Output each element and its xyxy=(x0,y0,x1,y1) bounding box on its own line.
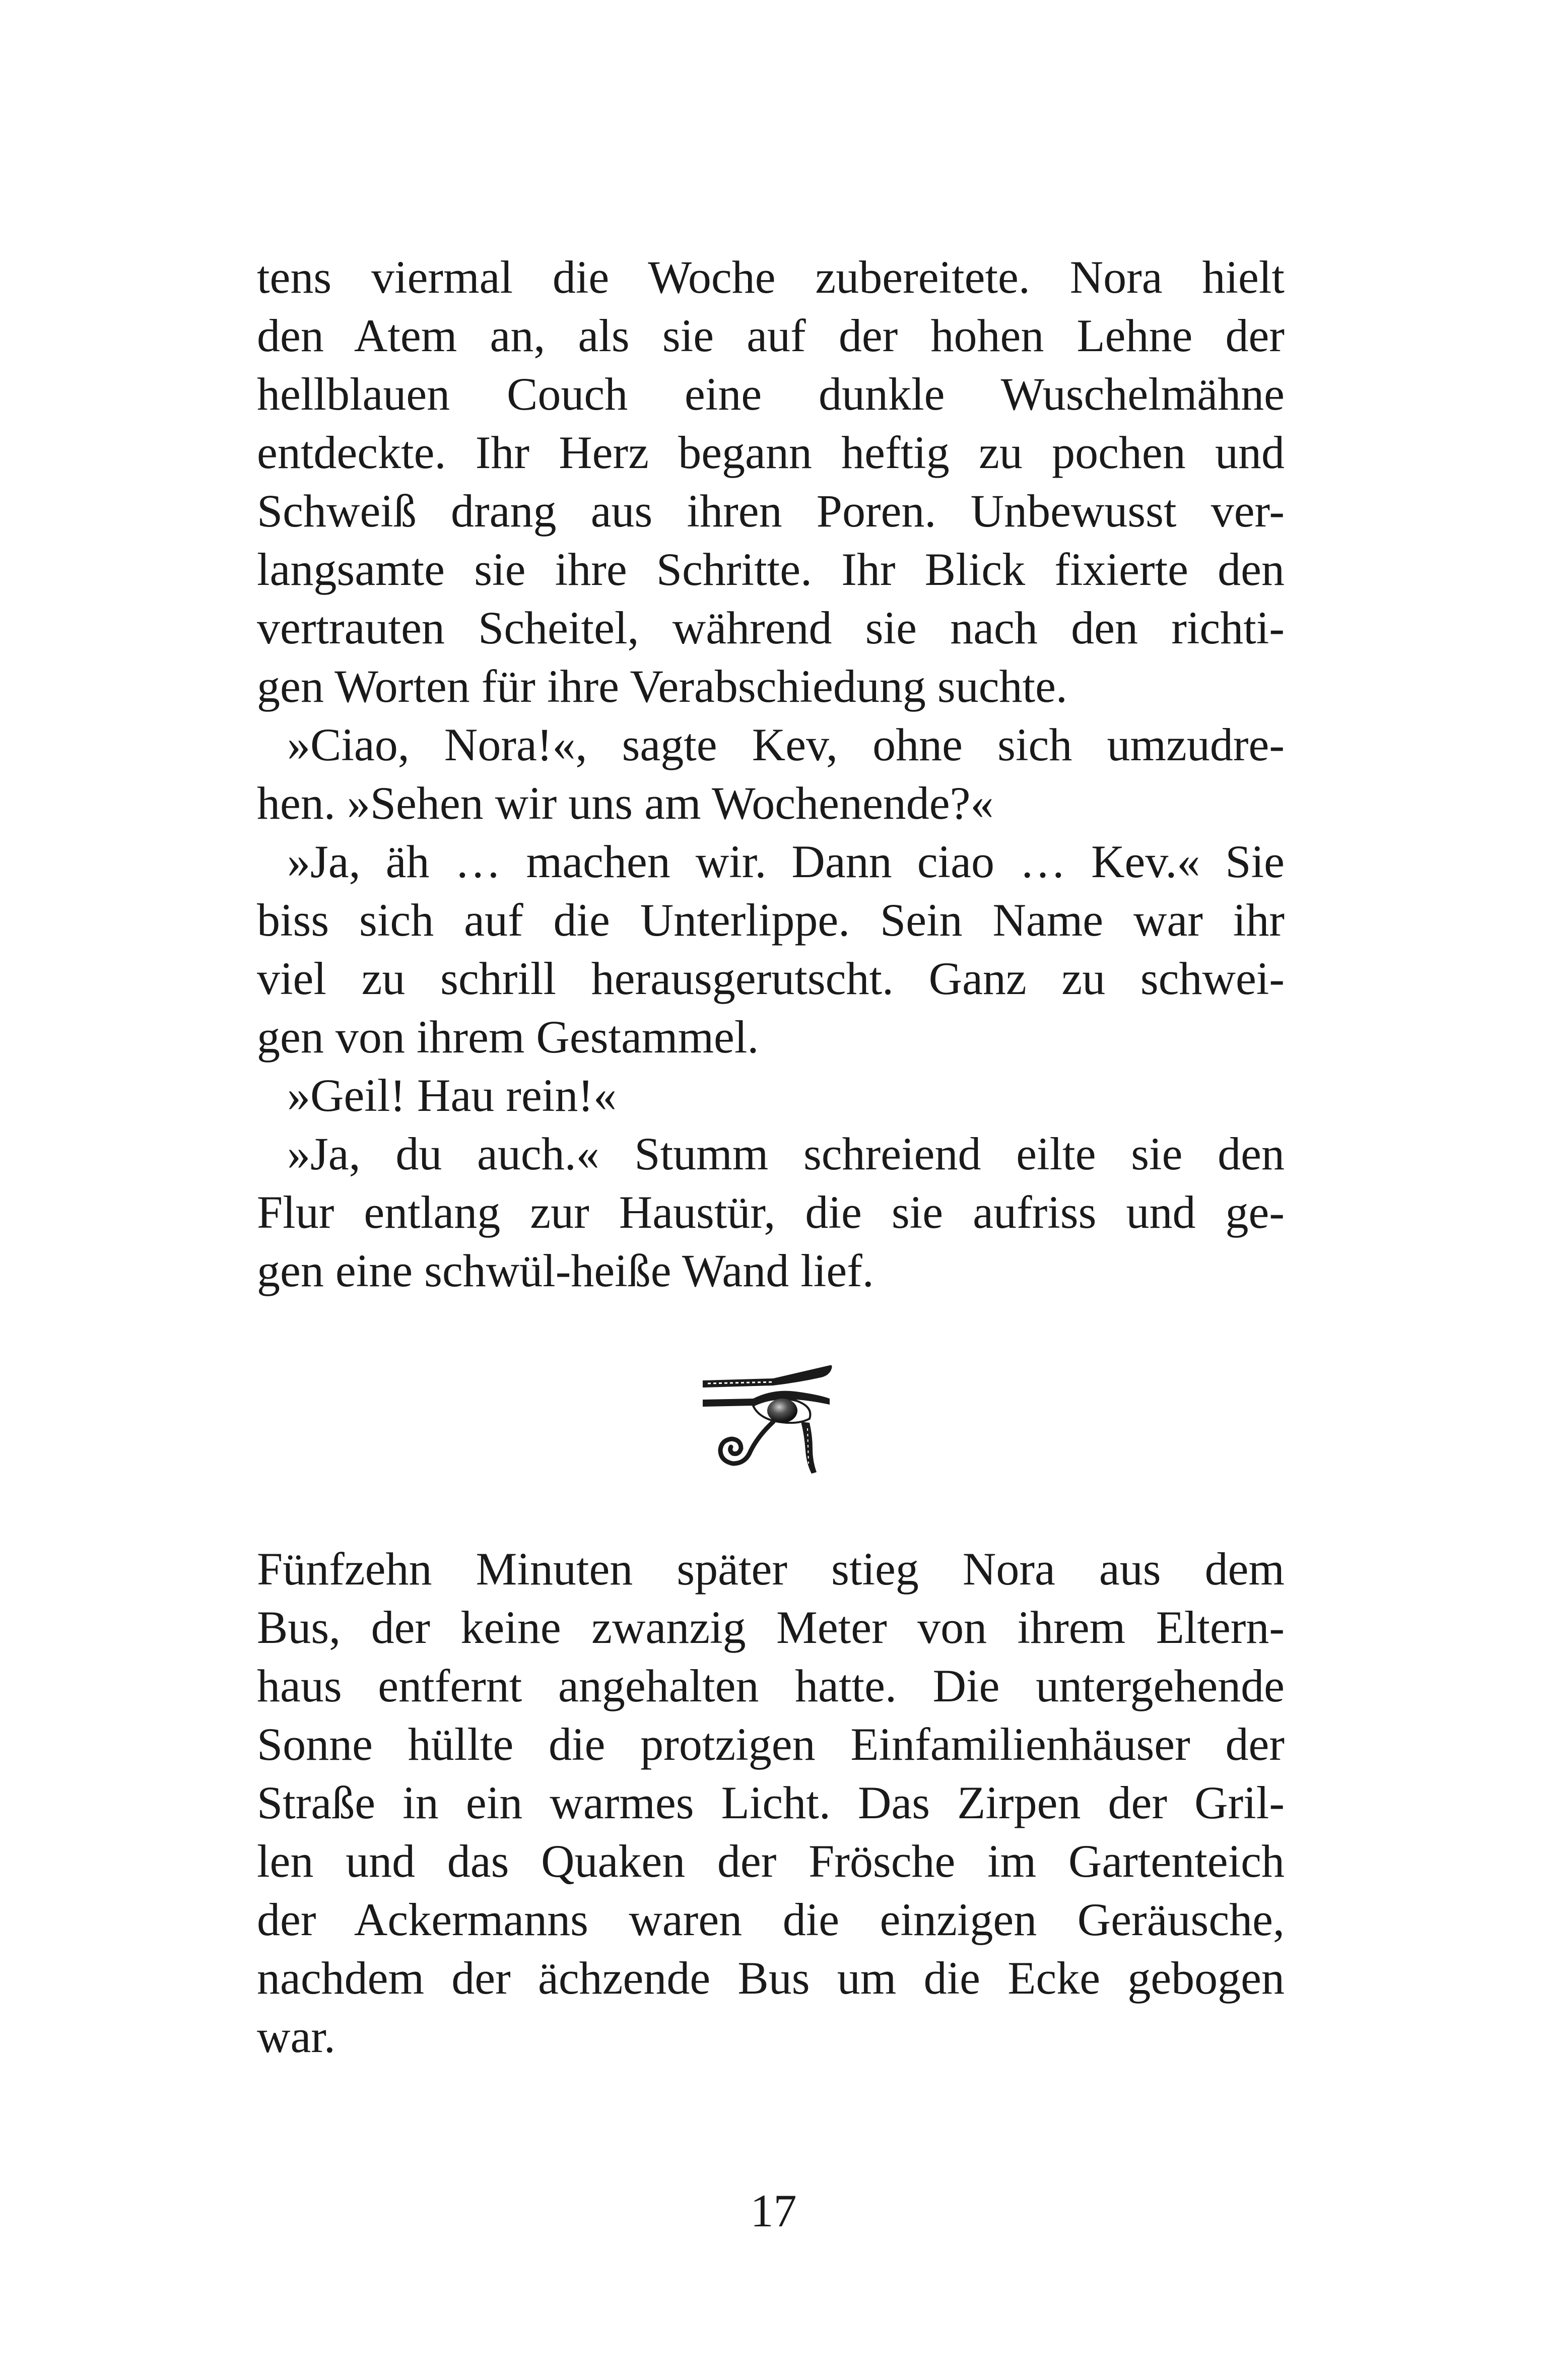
text-line: entdeckte. Ihr Herz begann heftig zu pochen und xyxy=(257,427,1285,478)
page-number: 17 xyxy=(750,2185,797,2236)
text-line: Schweiß drang aus ihren Poren. Unbewusst ver- xyxy=(257,485,1285,537)
text-line: hen. »Sehen wir uns am Wochenende?« xyxy=(257,777,994,829)
text-line: war. xyxy=(257,2011,335,2062)
text-line: Sonne hüllte die protzigen Einfamilienhäuser der xyxy=(257,1718,1285,1770)
text-line: Fünfzehn Minuten später stieg Nora aus dem xyxy=(257,1543,1285,1595)
text-line: hellblauen Couch eine dunkle Wuschelmähne xyxy=(257,368,1285,420)
text-line: gen eine schwül-heiße Wand lief. xyxy=(257,1245,874,1296)
text-line: »Ja, du auch.« Stumm schreiend eilte sie den xyxy=(287,1128,1285,1179)
passage-1 xyxy=(257,248,1285,1300)
text-line: den Atem an, als sie auf der hohen Lehne der xyxy=(257,310,1285,361)
text-line: Straße in ein warmes Licht. Das Zirpen der Gril- xyxy=(257,1777,1285,1828)
eye-of-horus-icon xyxy=(698,1360,849,1476)
text-line: gen von ihrem Gestammel. xyxy=(257,1011,759,1063)
text-line: langsamte sie ihre Schritte. Ihr Blick fixierte den xyxy=(257,544,1285,595)
text-line: »Ja, äh … machen wir. Dann ciao … Kev.« Sie xyxy=(287,836,1285,887)
text-line: viel zu schrill herausgerutscht. Ganz zu schwei- xyxy=(257,953,1285,1004)
text-line: der Ackermanns waren die einzigen Geräusche, xyxy=(257,1894,1285,1945)
text-line: »Ciao, Nora!«, sagte Kev, ohne sich umzudre- xyxy=(287,719,1285,770)
text-line: Bus, der keine zwanzig Meter von ihrem Eltern- xyxy=(257,1602,1285,1653)
text-line: »Geil! Hau rein!« xyxy=(287,1070,617,1121)
text-line: vertrauten Scheitel, während sie nach den richti- xyxy=(257,602,1285,653)
text-line: nachdem der ächzende Bus um die Ecke gebogen xyxy=(257,1952,1285,2004)
passage-2 xyxy=(257,1540,1285,2066)
text-line: biss sich auf die Unterlippe. Sein Name war ihr xyxy=(257,894,1285,946)
text-line: tens viermal die Woche zubereitete. Nora hielt xyxy=(257,251,1285,303)
text-line: haus entfernt angehalten hatte. Die untergehende xyxy=(257,1660,1285,1711)
text-line: gen Worten für ihre Verabschiedung suchte. xyxy=(257,660,1067,712)
text-line: len und das Quaken der Frösche im Gartenteich xyxy=(257,1835,1285,1887)
text-line: Flur entlang zur Haustür, die sie aufriss und ge- xyxy=(257,1186,1285,1238)
